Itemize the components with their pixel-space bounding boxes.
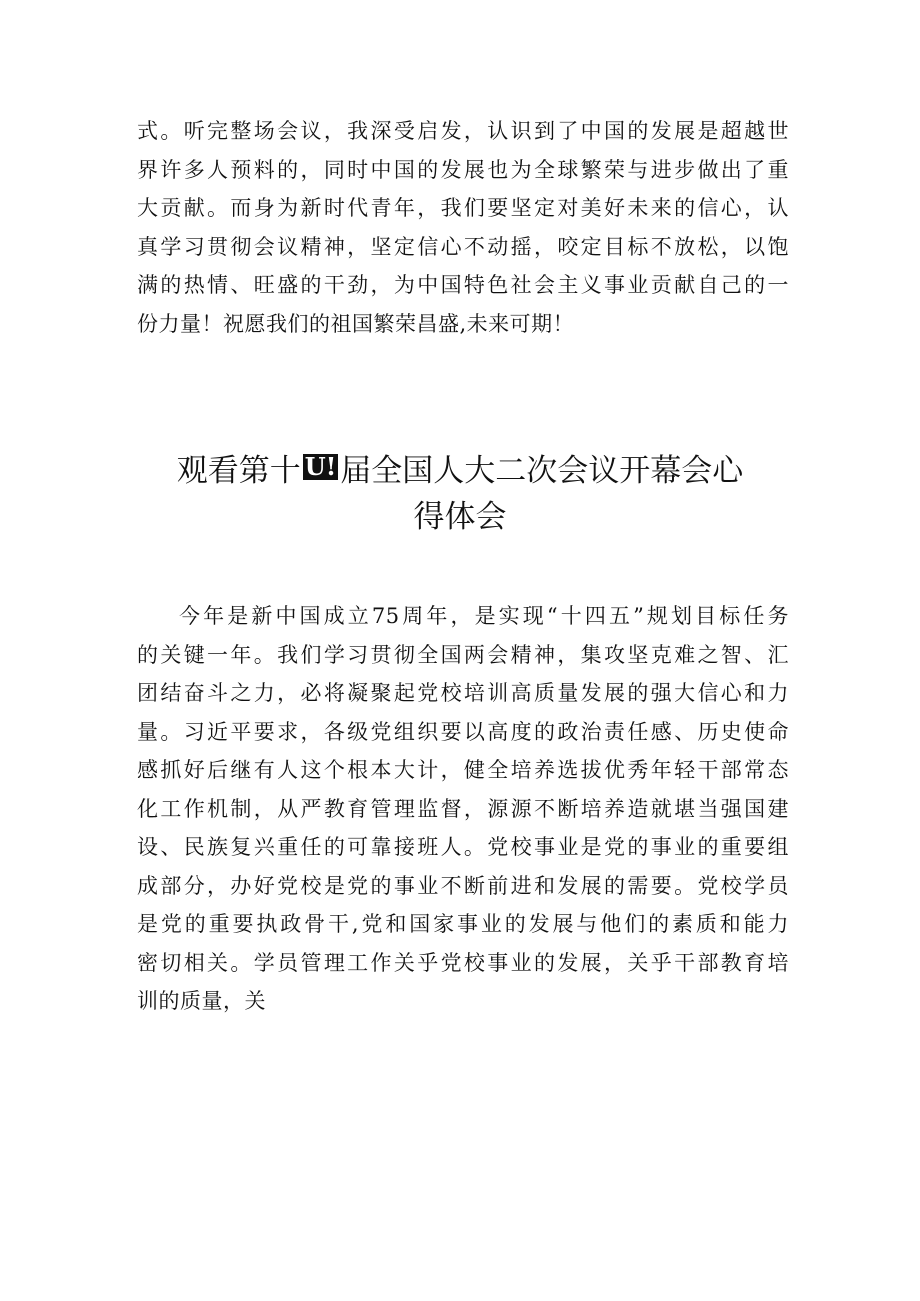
- continuation-paragraph: [137, 112, 789, 343]
- title-glitch-mark: U!: [304, 452, 337, 481]
- article-paragraph: [137, 597, 789, 1021]
- paragraph-line: 份力量！祝愿我们的祖国繁荣昌盛,未来可期！: [137, 311, 575, 336]
- paragraph-line: 团结奋斗之力，必将凝聚起党校培训高质量发展的强大信心和力: [137, 681, 789, 705]
- paragraph-line: 成部分，办好党校是党的事业不断前进和发展的需要。党校学员: [137, 873, 789, 898]
- paragraph-line: 量。习近平要求，各级党组织要以高度的政治责任感、历史使命: [137, 719, 789, 744]
- paragraph-line: 设、民族复兴重任的可靠接班人。党校事业是党的事业的重要组: [137, 835, 789, 859]
- paragraph-line: 今年是新中国成立75周年，是实现“十四五”规划目标任务: [179, 604, 789, 628]
- paragraph-line: 感抓好后继有人这个根本大计，健全培养选拔优秀年轻干部常态: [137, 758, 789, 782]
- paragraph-line: 化工作机制，从严教育管理监督，源源不断培养造就堪当强国建: [137, 796, 789, 821]
- paragraph-line: 的关键一年。我们学习贯彻全国两会精神，集攻坚克难之智、汇: [137, 642, 789, 667]
- title-line-1: [100, 448, 820, 494]
- paragraph-line: 真学习贯彻会议精神，坚定信心不动摇，咬定目标不放松，以饱: [137, 234, 789, 259]
- paragraph-line: 大贡献。而身为新时代青年，我们要坚定对美好未来的信心，认: [137, 196, 789, 220]
- paragraph-line: 是党的重要执政骨干,党和国家事业的发展与他们的素质和能力: [137, 912, 789, 936]
- title-text-end: 届全国人大二次会议开幕会心: [340, 453, 744, 489]
- paragraph-line: 训的质量，关: [137, 989, 266, 1013]
- paragraph-line: 式。听完整场会议，我深受启发，认识到了中国的发展是超越世: [137, 119, 789, 143]
- paragraph-line: 界许多人预料的，同时中国的发展也为全球繁荣与进步做出了重: [137, 157, 789, 182]
- title-line-2: 得体会: [413, 499, 507, 535]
- paragraph-line: 密切相关。学员管理工作关乎党校事业的发展，关乎干部教育培: [137, 950, 789, 975]
- paragraph-line: 满的热情、旺盛的干劲，为中国特色社会主义事业贡献自己的一: [137, 273, 789, 297]
- title-text-start: 观看第十: [176, 453, 301, 489]
- article-title: [100, 448, 820, 540]
